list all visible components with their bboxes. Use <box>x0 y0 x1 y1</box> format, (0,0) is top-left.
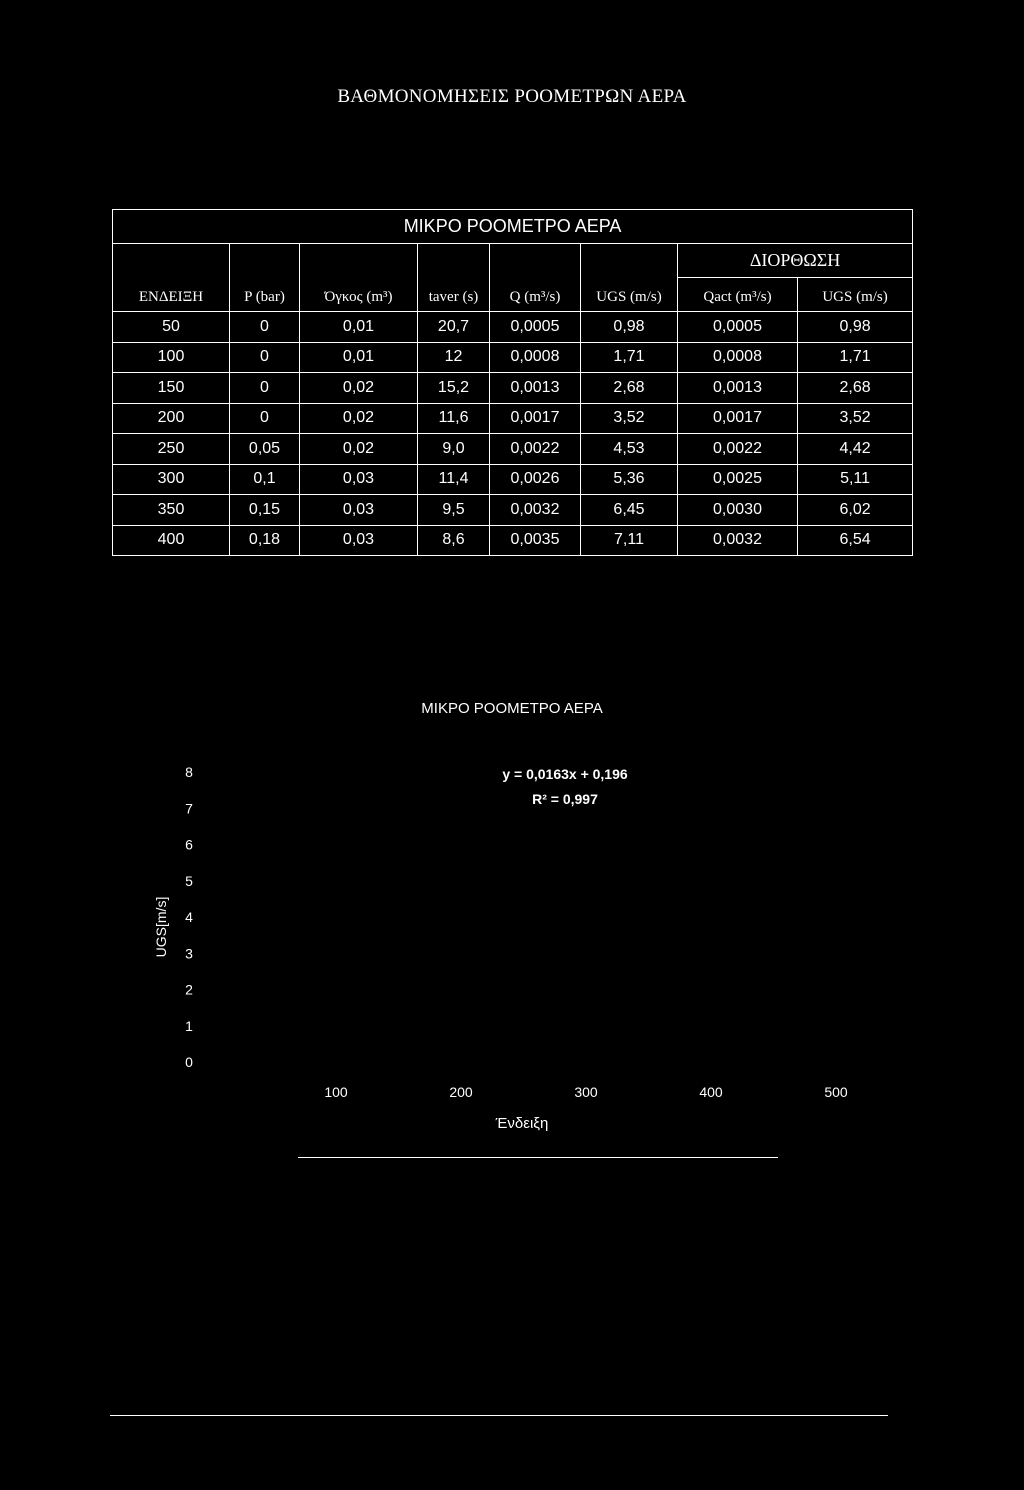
table-cell: 0,05 <box>230 434 300 465</box>
table-cell: 0,98 <box>581 312 678 343</box>
y-tick-label: 6 <box>185 836 193 853</box>
table-cell: 0,01 <box>300 342 418 373</box>
header-ugs-corrected: UGS (m/s) <box>798 278 913 312</box>
table-cell: 0,01 <box>300 312 418 343</box>
table-cell: 0,03 <box>300 495 418 526</box>
table-cell: 0,0022 <box>678 434 798 465</box>
y-tick-label: 5 <box>185 872 193 889</box>
table-row <box>113 464 913 495</box>
table-cell: 0,0025 <box>678 464 798 495</box>
table-cell: 0,18 <box>230 525 300 556</box>
y-axis-label: UGS[m/s] <box>153 896 169 958</box>
table-cell: 9,5 <box>418 495 490 526</box>
table-cell: 15,2 <box>418 373 490 404</box>
table-cell: 6,45 <box>581 495 678 526</box>
table-cell: 0,03 <box>300 464 418 495</box>
table-cell: 3,52 <box>581 403 678 434</box>
table-cell: 0,0032 <box>678 525 798 556</box>
table-row <box>113 373 913 404</box>
table-cell: 0,0022 <box>490 434 581 465</box>
y-tick-label: 7 <box>185 800 193 817</box>
table-cell: 3,52 <box>798 403 913 434</box>
table-cell: 0,0026 <box>490 464 581 495</box>
table-cell: 150 <box>113 373 230 404</box>
header-endeixi: ΕΝΔΕΙΞΗ <box>113 244 230 312</box>
table-cell: 0 <box>230 373 300 404</box>
table-cell: 0,02 <box>300 373 418 404</box>
r-squared: R² = 0,997 <box>532 791 598 807</box>
header-pressure: P (bar) <box>230 244 300 312</box>
table-cell: 0 <box>230 342 300 373</box>
table-cell: 0,02 <box>300 434 418 465</box>
table-row <box>113 495 913 526</box>
x-tick-label: 100 <box>324 1084 348 1100</box>
table-cell: 50 <box>113 312 230 343</box>
chart-plot <box>0 740 1024 1160</box>
table-cell: 12 <box>418 342 490 373</box>
table-row <box>113 434 913 465</box>
table-cell: 1,71 <box>581 342 678 373</box>
table-row <box>113 403 913 434</box>
page-footer-rule <box>110 1415 888 1416</box>
chart-title: ΜΙΚΡΟ ΡΟΟΜΕΤΡΟ ΑΕΡΑ <box>421 700 603 717</box>
table-cell: 7,11 <box>581 525 678 556</box>
y-tick-label: 0 <box>185 1054 193 1070</box>
header-ugs: UGS (m/s) <box>581 244 678 312</box>
y-axis-ticks <box>185 764 193 1070</box>
table-cell: 0,1 <box>230 464 300 495</box>
table-cell: 4,53 <box>581 434 678 465</box>
x-tick-label: 300 <box>574 1084 598 1100</box>
table-cell: 0,0017 <box>490 403 581 434</box>
table-cell: 0,0008 <box>490 342 581 373</box>
y-tick-label: 2 <box>185 981 193 998</box>
y-tick-label: 1 <box>185 1017 193 1034</box>
x-tick-label: 500 <box>824 1084 848 1100</box>
y-tick-label: 8 <box>185 764 193 780</box>
chart-bottom-rule <box>298 1157 778 1158</box>
table-cell: 0,0005 <box>678 312 798 343</box>
table-cell: 0,02 <box>300 403 418 434</box>
table-cell: 1,71 <box>798 342 913 373</box>
x-axis-ticks <box>324 1084 848 1100</box>
x-tick-label: 400 <box>699 1084 723 1100</box>
table-caption: ΜΙΚΡΟ ΡΟΟΜΕΤΡΟ ΑΕΡΑ <box>113 210 913 244</box>
table-cell: 0 <box>230 312 300 343</box>
table-cell: 0 <box>230 403 300 434</box>
table-cell: 350 <box>113 495 230 526</box>
header-qact: Qact (m³/s) <box>678 278 798 312</box>
table-cell: 0,0032 <box>490 495 581 526</box>
table-cell: 5,11 <box>798 464 913 495</box>
table-cell: 250 <box>113 434 230 465</box>
table-row <box>113 342 913 373</box>
table-cell: 0,0030 <box>678 495 798 526</box>
table-cell: 100 <box>113 342 230 373</box>
table-cell: 0,0005 <box>490 312 581 343</box>
table-cell: 0,0035 <box>490 525 581 556</box>
y-tick-label: 3 <box>185 945 193 962</box>
table-cell: 5,36 <box>581 464 678 495</box>
header-flow: Q (m³/s) <box>490 244 581 312</box>
table-cell: 20,7 <box>418 312 490 343</box>
page-title: ΒΑΘΜΟΝΟΜΗΣΕΙΣ ΡΟΟΜΕΤΡΩΝ ΑΕΡΑ <box>337 86 687 107</box>
header-taver: taver (s) <box>418 244 490 312</box>
y-tick-label: 4 <box>185 909 193 925</box>
calibration-table <box>112 209 913 556</box>
table-body <box>113 312 913 556</box>
x-tick-label: 200 <box>449 1084 473 1100</box>
header-correction: ΔΙΟΡΘΩΣΗ <box>678 244 913 278</box>
table-cell: 0,03 <box>300 525 418 556</box>
table-row <box>113 312 913 343</box>
table-cell: 6,02 <box>798 495 913 526</box>
table-cell: 0,0013 <box>678 373 798 404</box>
table-cell: 8,6 <box>418 525 490 556</box>
header-volume: Όγκος (m³) <box>300 244 418 312</box>
table-cell: 400 <box>113 525 230 556</box>
table-cell: 11,6 <box>418 403 490 434</box>
table-cell: 11,4 <box>418 464 490 495</box>
table-cell: 300 <box>113 464 230 495</box>
table-cell: 0,0013 <box>490 373 581 404</box>
table-cell: 2,68 <box>798 373 913 404</box>
table-cell: 0,15 <box>230 495 300 526</box>
table-cell: 0,0017 <box>678 403 798 434</box>
table-cell: 9,0 <box>418 434 490 465</box>
table-cell: 0,0008 <box>678 342 798 373</box>
table-cell: 200 <box>113 403 230 434</box>
trendline-equation: y = 0,0163x + 0,196 <box>502 766 628 782</box>
table-cell: 2,68 <box>581 373 678 404</box>
table-cell: 4,42 <box>798 434 913 465</box>
x-axis-label: Ένδειξη <box>495 1115 549 1132</box>
table-cell: 6,54 <box>798 525 913 556</box>
table-cell: 0,98 <box>798 312 913 343</box>
table-row <box>113 525 913 556</box>
